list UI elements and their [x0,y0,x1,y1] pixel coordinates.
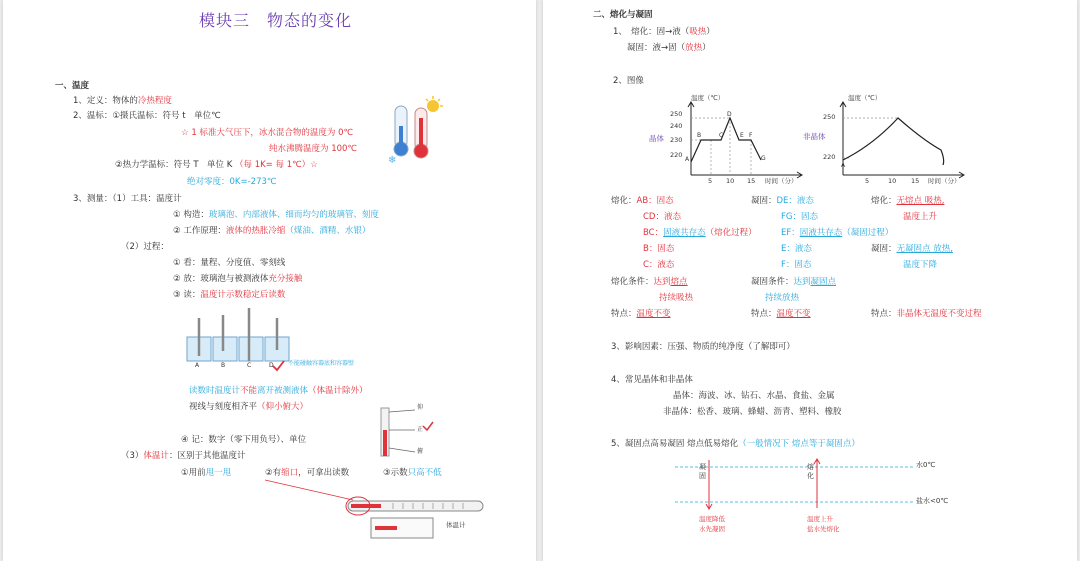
page-title: 模块三 物态的变化 [199,11,353,30]
sight-rule: 视线与刻度相齐平（仰小俯大） [189,402,309,412]
melt-row-5: C：液态 [643,260,675,270]
clinical-thermometer-label: 体温计 [446,521,466,529]
svg-text:❄: ❄ [388,155,397,166]
diagram-freeze-label: 凝固 [699,463,706,480]
diagram-water-label: 水0℃ [916,461,936,469]
g1-ylabel: 温度（℃） [691,94,725,102]
freeze-row-4: E：液态 [781,244,812,254]
freeze-feature: 特点：温度不变 [751,309,811,319]
beaker-label-a: A [195,362,200,369]
absolute-zero: 绝对零度：0K=-273℃ [187,177,277,187]
note-boiling: 纯水沸腾温度为 100℃ [269,144,357,154]
clinical-neck: ②有缩口，可拿出读数 [265,468,350,478]
step-read: ③ 读：温度计示数稳定后读数 [173,290,286,300]
g2-point: A [841,162,846,169]
right-page [543,0,1077,561]
step-place: ② 放：玻璃泡与被测液体充分接触 [173,274,303,284]
g2-ylabel: 温度（℃） [848,94,882,102]
g1-xtick: 15 [747,177,756,185]
beaker-label-c: C [247,362,252,369]
structure: ① 构造：玻璃泡、内部液体、细而均匀的玻璃管、刻度 [173,210,379,220]
g1-point: C [719,132,724,139]
g1-point: B [697,132,702,139]
melt-condition: 熔化条件：达到熔点 [611,277,688,287]
g1-ytick: 250 [670,110,683,118]
g1-point: D [727,111,732,118]
g2-xlabel: 时间（分） [928,177,961,185]
diagram-right-note-a: 温度上升 [807,515,833,523]
kelvin-scale: ②热力学温标：符号 T 单位 K （每 1K= 每 1℃）☆ [115,160,318,170]
definition: 1、定义：物体的冷热程度 [73,96,172,106]
g1-point: E [740,132,744,139]
freeze-row-3: EF：固液共存态（凝固过程） [781,228,894,238]
amorphous-melt-b: 温度上升 [903,212,938,222]
diagram-salt-label: 盐水<0℃ [916,497,949,505]
freezing-def: 凝固：液→固（放热） [627,43,711,53]
amorphous-freeze-b: 温度下降 [903,260,938,270]
step-look: ① 看：量程、分度值、零刻线 [173,258,286,268]
freeze-condition-b: 持续放热 [765,293,800,303]
clinical-shake: ①用前甩一甩 [181,468,232,478]
step-record: ④ 记：数字（零下用负号）、单位 [181,435,307,445]
g2-xtick: 10 [888,177,897,185]
diagram-left-note-a: 温度降低 [699,515,725,523]
g1-point: F [749,132,753,139]
g2-xtick: 15 [911,177,920,185]
clinical-reading: ③示数只高不低 [383,468,442,478]
reading-rule: 读数时温度计不能离开被测液体（体温计除外） [189,386,368,396]
amorphous-freeze: 凝固：无凝固点 放热, [871,244,953,254]
factor-heading: 3、影响因素：压强、物质的纯净度（了解即可） [611,342,795,352]
melt-row-4: B：固态 [643,244,675,254]
sight-label-level: 正 [417,426,424,433]
g1-xtick: 5 [708,177,713,185]
noncrystal-label: 非晶体 [803,132,826,141]
diagram-melt-label: 熔化 [807,463,814,480]
freeze-row-5: F：固态 [781,260,812,270]
beaker-label-d: D [269,362,274,369]
g2-ytick: 250 [823,113,836,121]
principle: ② 工作原理：液体的热胀冷缩（煤油、酒精、水银） [173,226,371,236]
freeze-row-1: 凝固：DE：液态 [751,196,814,206]
clinical-heading: （3）体温计：区别于其他温度计 [121,451,246,461]
noncrystal-examples: 非晶体：松香、玻璃、蜂蜡、沥青、塑料、橡胶 [663,407,842,417]
g1-xtick: 10 [726,177,735,185]
melting-def: 1、 熔化：固→液（吸热） [613,27,715,37]
g1-point: G [761,155,766,162]
crystal-examples: 晶体：海波、冰、钻石、水晶、食盐、金属 [673,391,835,401]
sight-label-down: 俯 [417,448,424,455]
g1-point: A [685,156,690,163]
g1-xlabel: 时间（分） [765,177,798,185]
g2-xtick: 5 [865,177,870,185]
common-heading: 4、常见晶体和非晶体 [611,375,693,385]
g1-ytick: 230 [670,136,683,144]
diagram-left-note-b: 水先凝固 [699,525,725,533]
crystal-label: 晶体 [649,134,664,143]
beaker-label-b: B [221,362,226,369]
melt-row-1: 熔化：AB：固态 [611,196,674,206]
freeze-condition: 凝固条件：达到凝固点 [751,277,837,287]
section-temperature: 一、温度 [55,81,90,91]
melt-condition-b: 持续吸热 [659,293,694,303]
freeze-row-2: FG：固态 [781,212,818,222]
diagram-right-note-b: 盐水先熔化 [807,525,840,533]
g1-ytick: 220 [670,151,683,159]
note-ice-water: ☆ 1 标准大气压下，冰水混合物的温度为 0℃ [181,128,354,138]
g2-ytick: 220 [823,153,836,161]
amorphous-melt: 熔化：无熔点 吸热, [871,196,945,206]
melt-row-3: BC：固液共存态（熔化过程） [643,228,757,238]
measure-tool: 3、测量：（1）工具：温度计 [73,194,182,204]
graph-heading: 2、图像 [613,76,644,86]
melt-row-2: CD：液态 [643,212,681,222]
melt-feature: 特点：温度不变 [611,309,671,319]
g1-ytick: 240 [670,122,683,130]
amorphous-feature: 特点：非晶体无温度不变过程 [871,309,982,319]
sight-label-up: 仰 [417,404,424,411]
beaker-note: 不能碰触容器底和容器壁 [288,360,355,367]
left-page [3,0,536,561]
clinical-thermometer-illustration [3,0,536,561]
process-label: （2）过程： [121,242,169,252]
rule-heading: 5、凝固点高易凝固 熔点低易熔化（一般情况下 熔点等于凝固点） [611,439,860,449]
celsius-scale: 2、温标：①摄氏温标：符号 t 单位℃ [73,111,221,121]
section-melting: 二、熔化与凝固 [593,10,653,20]
